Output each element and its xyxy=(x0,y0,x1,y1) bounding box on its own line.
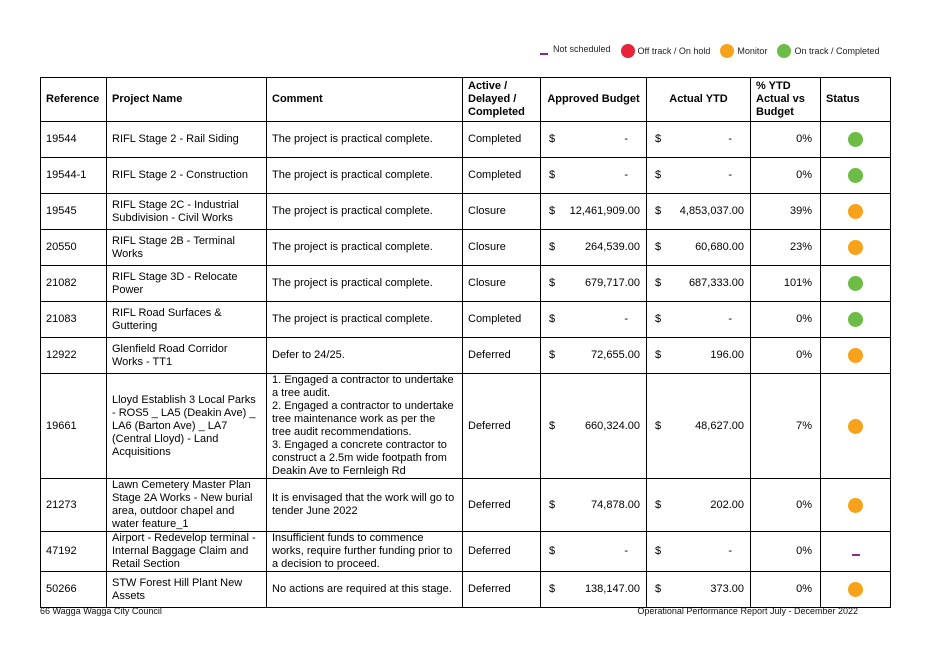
green-circle-icon xyxy=(848,168,863,183)
cell-reference: 47192 xyxy=(41,532,107,572)
currency-symbol: $ xyxy=(549,498,556,511)
money-value xyxy=(549,169,640,182)
legend-off-track xyxy=(621,44,711,58)
table-row xyxy=(41,532,891,572)
currency-symbol: $ xyxy=(549,545,556,557)
table-row xyxy=(41,479,891,532)
header-approved-budget: Approved Budget xyxy=(541,78,647,122)
cell-status xyxy=(821,302,891,338)
cell-pct-ytd: 23% xyxy=(751,230,821,266)
comment-line: The project is practical complete. xyxy=(272,277,433,289)
cell-status xyxy=(821,158,891,194)
amount: 373.00 xyxy=(710,583,744,595)
table-row xyxy=(41,572,891,608)
amount: 60,680.00 xyxy=(695,241,744,253)
cell-approved-budget xyxy=(541,194,647,230)
green-circle-icon xyxy=(848,132,863,147)
orange-circle-icon xyxy=(848,348,863,363)
currency-symbol: $ xyxy=(549,133,556,145)
legend-on-track-label: On track / Completed xyxy=(794,46,880,56)
comment-line: Defer to 24/25. xyxy=(272,349,345,361)
cell-reference: 19661 xyxy=(41,374,107,479)
amount: 72,655.00 xyxy=(591,349,640,361)
cell-approved-budget xyxy=(541,572,647,608)
cell-actual-ytd xyxy=(647,572,751,608)
cell-status xyxy=(821,194,891,230)
cell-pct-ytd: 0% xyxy=(751,572,821,608)
money-value xyxy=(655,499,744,512)
cell-pct-ytd: 0% xyxy=(751,122,821,158)
cell-project-name: RIFL Stage 2C - Industrial Subdivision - Civil Works xyxy=(107,194,267,230)
header-comment: Comment xyxy=(267,78,463,122)
currency-symbol: $ xyxy=(549,277,556,289)
money-value xyxy=(549,205,640,218)
cell-state: Completed xyxy=(463,302,541,338)
cell-comment xyxy=(267,532,463,572)
cell-reference: 21082 xyxy=(41,266,107,302)
header-reference: Reference xyxy=(41,78,107,122)
table-row xyxy=(41,122,891,158)
cell-state: Deferred xyxy=(463,374,541,479)
amount: - xyxy=(624,313,628,325)
money-value xyxy=(655,133,744,146)
legend-not-scheduled xyxy=(540,46,611,56)
currency-symbol: $ xyxy=(655,498,662,511)
legend-off-track-label: Off track / On hold xyxy=(637,46,711,56)
cell-approved-budget xyxy=(541,532,647,572)
amount: - xyxy=(728,313,732,325)
money-value xyxy=(549,583,640,596)
comment-line: The project is practical complete. xyxy=(272,133,433,145)
currency-symbol: $ xyxy=(549,419,556,432)
green-circle-icon xyxy=(848,312,863,327)
cell-reference: 19545 xyxy=(41,194,107,230)
cell-status xyxy=(821,122,891,158)
cell-project-name: RIFL Stage 2 - Construction xyxy=(107,158,267,194)
money-value xyxy=(655,583,744,596)
amount: - xyxy=(728,133,732,145)
cell-pct-ytd: 0% xyxy=(751,302,821,338)
cell-project-name: RIFL Stage 3D - Relocate Power xyxy=(107,266,267,302)
header-pct-ytd: % YTD Actual vs Budget xyxy=(751,78,821,122)
cell-reference: 20550 xyxy=(41,230,107,266)
cell-status xyxy=(821,374,891,479)
money-value xyxy=(655,169,744,182)
amount: 660,324.00 xyxy=(584,419,640,432)
cell-status xyxy=(821,230,891,266)
cell-reference: 21083 xyxy=(41,302,107,338)
footer-left: 66 Wagga Wagga City Council xyxy=(40,606,162,616)
comment-line: 2. Engaged a contractor to undertake tree maintenance work as per the tree audit recommendations. xyxy=(272,400,454,438)
currency-symbol: $ xyxy=(655,313,662,325)
cell-status xyxy=(821,266,891,302)
table-row xyxy=(41,266,891,302)
money-value xyxy=(655,349,744,362)
money-value xyxy=(655,420,744,433)
cell-project-name: Airport - Redevelop terminal - Internal Baggage Claim and Retail Section xyxy=(107,532,267,572)
red-circle-icon xyxy=(621,44,635,58)
money-value xyxy=(549,133,640,146)
cell-comment xyxy=(267,338,463,374)
table-header-row xyxy=(41,78,891,122)
orange-circle-icon xyxy=(848,240,863,255)
amount: 196.00 xyxy=(710,349,744,361)
cell-project-name: RIFL Stage 2B - Terminal Works xyxy=(107,230,267,266)
cell-reference: 19544-1 xyxy=(41,158,107,194)
amount: 138,147.00 xyxy=(584,583,640,595)
cell-state: Closure xyxy=(463,194,541,230)
cell-actual-ytd xyxy=(647,302,751,338)
cell-state: Completed xyxy=(463,158,541,194)
cell-pct-ytd: 39% xyxy=(751,194,821,230)
currency-symbol: $ xyxy=(549,349,556,361)
cell-pct-ytd: 0% xyxy=(751,479,821,532)
currency-symbol: $ xyxy=(655,169,662,181)
currency-symbol: $ xyxy=(655,133,662,145)
cell-comment xyxy=(267,572,463,608)
currency-symbol: $ xyxy=(655,545,662,557)
comment-line: The project is practical complete. xyxy=(272,169,433,181)
cell-actual-ytd xyxy=(647,194,751,230)
cell-actual-ytd xyxy=(647,338,751,374)
orange-circle-icon xyxy=(848,204,863,219)
currency-symbol: $ xyxy=(549,169,556,181)
header-active-delayed-completed: Active / Delayed / Completed xyxy=(463,78,541,122)
legend-monitor xyxy=(720,44,767,58)
currency-symbol: $ xyxy=(655,205,662,217)
cell-status xyxy=(821,572,891,608)
money-value xyxy=(549,241,640,254)
cell-reference: 50266 xyxy=(41,572,107,608)
amount: 264,539.00 xyxy=(584,241,640,253)
legend-monitor-label: Monitor xyxy=(737,46,768,56)
money-value xyxy=(549,545,640,558)
projects-table xyxy=(40,77,891,608)
table-row xyxy=(41,194,891,230)
legend-not-scheduled-label: Not scheduled xyxy=(553,44,611,54)
cell-state: Closure xyxy=(463,230,541,266)
cell-approved-budget xyxy=(541,266,647,302)
currency-symbol: $ xyxy=(655,349,662,361)
not-scheduled-dash-icon xyxy=(852,554,860,556)
cell-state: Deferred xyxy=(463,479,541,532)
cell-reference: 21273 xyxy=(41,479,107,532)
not-scheduled-dash-icon xyxy=(540,53,548,55)
amount: - xyxy=(624,545,628,557)
money-value xyxy=(549,499,640,512)
comment-line: 3. Engaged a concrete contractor to construct a 2.5m wide footpath from Deakin Ave to Fernleigh Rd xyxy=(272,439,447,477)
green-circle-icon xyxy=(777,44,791,58)
cell-comment xyxy=(267,479,463,532)
money-value xyxy=(549,349,640,362)
cell-project-name: Glenfield Road Corridor Works - TT1 xyxy=(107,338,267,374)
cell-status xyxy=(821,532,891,572)
cell-pct-ytd: 101% xyxy=(751,266,821,302)
money-value xyxy=(655,313,744,326)
amount: 202.00 xyxy=(710,498,744,511)
currency-symbol: $ xyxy=(549,205,556,217)
orange-circle-icon xyxy=(848,419,863,434)
amount: - xyxy=(728,545,732,557)
cell-status xyxy=(821,338,891,374)
amount: 74,878.00 xyxy=(591,498,640,511)
cell-pct-ytd: 0% xyxy=(751,338,821,374)
table-row xyxy=(41,158,891,194)
comment-line: The project is practical complete. xyxy=(272,241,433,253)
cell-comment xyxy=(267,374,463,479)
cell-actual-ytd xyxy=(647,230,751,266)
cell-state: Completed xyxy=(463,122,541,158)
currency-symbol: $ xyxy=(655,277,662,289)
table-row xyxy=(41,302,891,338)
cell-comment xyxy=(267,230,463,266)
cell-approved-budget xyxy=(541,122,647,158)
comment-line: It is envisaged that the work will go to tender June 2022 xyxy=(272,492,455,517)
cell-state: Deferred xyxy=(463,572,541,608)
cell-approved-budget xyxy=(541,230,647,266)
cell-pct-ytd: 7% xyxy=(751,374,821,479)
cell-actual-ytd xyxy=(647,122,751,158)
amount: 687,333.00 xyxy=(688,277,744,289)
money-value xyxy=(655,241,744,254)
money-value xyxy=(549,420,640,433)
page-footer xyxy=(40,606,858,616)
cell-comment xyxy=(267,266,463,302)
cell-project-name: RIFL Stage 2 - Rail Siding xyxy=(107,122,267,158)
cell-actual-ytd xyxy=(647,158,751,194)
money-value xyxy=(549,277,640,290)
cell-pct-ytd: 0% xyxy=(751,532,821,572)
currency-symbol: $ xyxy=(655,241,662,253)
cell-comment xyxy=(267,194,463,230)
comment-line: 1. Engaged a contractor to undertake a tree audit. xyxy=(272,374,454,399)
amount: - xyxy=(624,133,628,145)
cell-comment xyxy=(267,122,463,158)
green-circle-icon xyxy=(848,276,863,291)
cell-reference: 19544 xyxy=(41,122,107,158)
cell-approved-budget xyxy=(541,302,647,338)
orange-circle-icon xyxy=(720,44,734,58)
money-value xyxy=(549,313,640,326)
table-row xyxy=(41,338,891,374)
comment-line: No actions are required at this stage. xyxy=(272,583,452,595)
cell-comment xyxy=(267,158,463,194)
currency-symbol: $ xyxy=(655,419,662,432)
cell-comment xyxy=(267,302,463,338)
cell-pct-ytd: 0% xyxy=(751,158,821,194)
cell-status xyxy=(821,479,891,532)
cell-approved-budget xyxy=(541,479,647,532)
currency-symbol: $ xyxy=(549,583,556,595)
cell-state: Deferred xyxy=(463,532,541,572)
table-row xyxy=(41,374,891,479)
cell-reference: 12922 xyxy=(41,338,107,374)
currency-symbol: $ xyxy=(655,583,662,595)
comment-line: The project is practical complete. xyxy=(272,313,433,325)
comment-line: Insufficient funds to commence works, require further funding prior to a decision to proceed. xyxy=(272,532,453,570)
amount: 48,627.00 xyxy=(695,419,744,432)
cell-approved-budget xyxy=(541,338,647,374)
header-project-name: Project Name xyxy=(107,78,267,122)
header-status: Status xyxy=(821,78,891,122)
cell-actual-ytd xyxy=(647,374,751,479)
amount: - xyxy=(624,169,628,181)
header-actual-ytd: Actual YTD xyxy=(647,78,751,122)
cell-state: Deferred xyxy=(463,338,541,374)
amount: 679,717.00 xyxy=(584,277,640,289)
amount: 4,853,037.00 xyxy=(679,205,744,217)
cell-project-name: RIFL Road Surfaces & Guttering xyxy=(107,302,267,338)
cell-actual-ytd xyxy=(647,532,751,572)
cell-actual-ytd xyxy=(647,479,751,532)
amount: - xyxy=(728,169,732,181)
cell-state: Closure xyxy=(463,266,541,302)
cell-approved-budget xyxy=(541,374,647,479)
money-value xyxy=(655,545,744,558)
orange-circle-icon xyxy=(848,582,863,597)
table-row xyxy=(41,230,891,266)
currency-symbol: $ xyxy=(549,241,556,253)
cell-approved-budget xyxy=(541,158,647,194)
legend-on-track xyxy=(777,44,879,58)
cell-project-name: STW Forest Hill Plant New Assets xyxy=(107,572,267,608)
cell-project-name: Lawn Cemetery Master Plan Stage 2A Works - New burial area, outdoor chapel and water feature_1 xyxy=(107,479,267,532)
comment-line: The project is practical complete. xyxy=(272,205,433,217)
cell-project-name: Lloyd Establish 3 Local Parks - ROS5 _ LA5 (Deakin Ave) _ LA6 (Barton Ave) _ LA7 (Central Lloyd) - Land Acquisitions xyxy=(107,374,267,479)
cell-actual-ytd xyxy=(647,266,751,302)
status-legend xyxy=(540,43,879,59)
footer-right: Operational Performance Report July - December 2022 xyxy=(637,606,858,616)
money-value xyxy=(655,277,744,290)
orange-circle-icon xyxy=(848,498,863,513)
amount: 12,461,909.00 xyxy=(569,205,640,217)
currency-symbol: $ xyxy=(549,313,556,325)
money-value xyxy=(655,205,744,218)
